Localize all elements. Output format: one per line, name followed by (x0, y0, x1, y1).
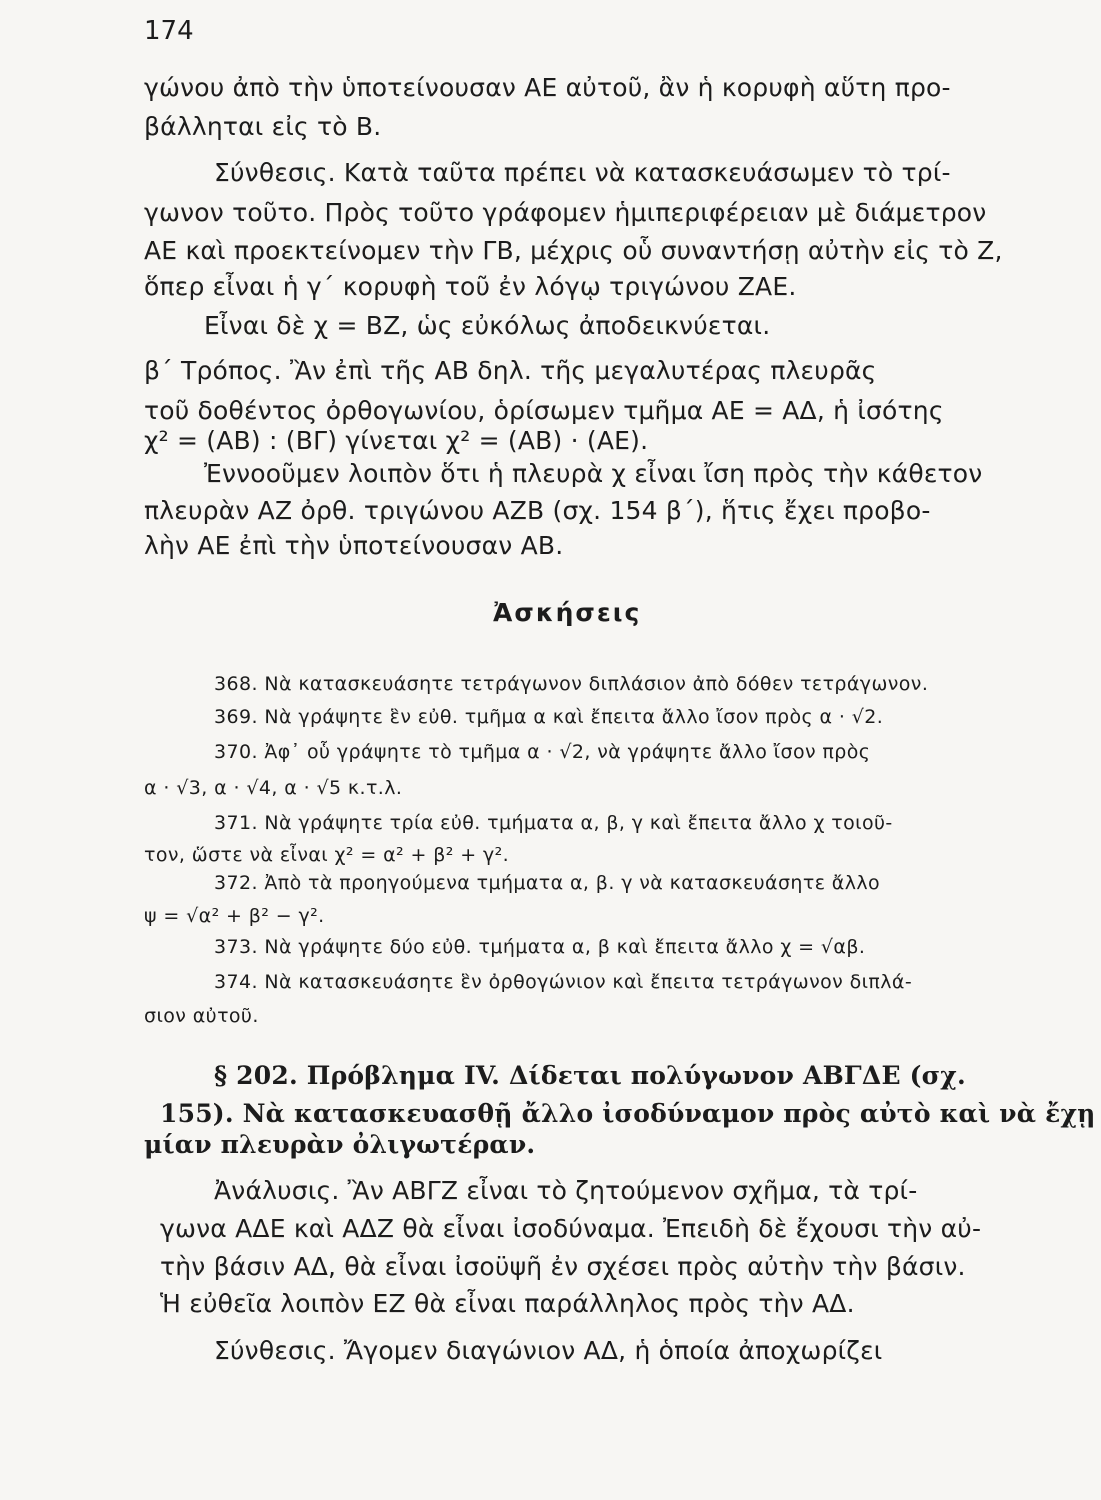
text-line: Ἐννοοῦμεν λοιπὸν ὅτι ἡ πλευρὰ χ εἶναι ἴση πρὸς τὴν κάθετον (204, 459, 983, 488)
exercise-368: 368. Νὰ κατασκευάσητε τετράγωνον διπλάσιον ἀπὸ δόθεν τετράγωνον. (214, 673, 929, 695)
exercise-369: 369. Νὰ γράψητε ἓν εὐθ. τμῆμα α καὶ ἔπειτα ἄλλο ἴσον πρὸς α · √2. (214, 706, 884, 728)
exercise-372-formula: ψ = √α² + β² − γ². (144, 905, 325, 927)
text-line: ὅπερ εἶναι ἡ γ΄ κορυφὴ τοῦ ἐν λόγῳ τριγώνου ΖΑΕ. (144, 272, 797, 301)
text-line: βάλληται εἰς τὸ Β. (144, 112, 382, 141)
text-line: ΑΕ καὶ προεκτείνομεν τὴν ΓΒ, μέχρις οὗ συναντήσῃ αὐτὴν εἰς τὸ Ζ, (144, 236, 1003, 265)
exercises-heading: Ἀσκήσεις (493, 598, 642, 627)
text-line: πλευρὰν ΑΖ ὀρθ. τριγώνου ΑΖΒ (σχ. 154 β΄), ἥτις ἔχει προβο- (144, 496, 931, 525)
exercise-371-cont: τον, ὥστε νὰ εἶναι χ² = α² + β² + γ². (144, 844, 510, 866)
exercise-372: 372. Ἀπὸ τὰ προηγούμενα τμήματα α, β. γ νὰ κατασκευάσητε ἄλλο (214, 872, 881, 894)
text-line: Σύνθεσις. Κατὰ ταῦτα πρέπει νὰ κατασκευάσωμεν τὸ τρί- (214, 158, 951, 187)
text-line: β΄ Τρόπος. Ἂν ἐπὶ τῆς ΑΒ δηλ. τῆς μεγαλυτέρας πλευρᾶς (144, 356, 877, 385)
page-number: 174 (144, 16, 194, 46)
exercise-374: 374. Νὰ κατασκευάσητε ἓν ὀρθογώνιον καὶ ἔπειτα τετράγωνον διπλά- (214, 971, 913, 993)
exercise-373: 373. Νὰ γράψητε δύο εὐθ. τμήματα α, β καὶ ἔπειτα ἄλλο χ = √αβ. (214, 936, 866, 958)
exercise-374-cont: σιον αὐτοῦ. (144, 1005, 259, 1027)
text-line: τὴν βάσιν ΑΔ, θὰ εἶναι ἰσοϋψῆ ἐν σχέσει πρὸς αὐτὴν τὴν βάσιν. (160, 1252, 966, 1281)
text-line: τοῦ δοθέντος ὀρθογωνίου, ὁρίσωμεν τμῆμα ΑΕ = ΑΔ, ἡ ἰσότης (144, 396, 944, 425)
formula-line: χ² = (ΑΒ) : (ΒΓ) γίνεται χ² = (ΑΒ) · (ΑΕ). (144, 426, 649, 455)
exercise-370: 370. Ἀφ᾿ οὗ γράψητε τὸ τμῆμα α · √2, νὰ γράψητε ἄλλο ἴσον πρὸς (214, 741, 871, 763)
text-line: λὴν ΑΕ ἐπὶ τὴν ὑποτείνουσαν ΑΒ. (144, 531, 564, 560)
text-line: γωνον τοῦτο. Πρὸς τοῦτο γράφομεν ἡμιπεριφέρειαν μὲ διάμετρον (144, 198, 987, 227)
section-202-title: § 202. Πρόβλημα IV. Δίδεται πολύγωνον ΑΒΓΔΕ (σχ. (214, 1061, 966, 1090)
exercise-370-cont: α · √3, α · √4, α · √5 κ.τ.λ. (144, 777, 403, 799)
exercise-371: 371. Νὰ γράψητε τρία εὐθ. τμήματα α, β, γ καὶ ἔπειτα ἄλλο χ τοιοῦ- (214, 812, 893, 834)
text-line: Σύνθεσις. Ἄγομεν διαγώνιον ΑΔ, ἡ ὁποία ἀποχωρίζει (214, 1336, 883, 1365)
text-line: Εἶναι δὲ χ = ΒΖ, ὡς εὐκόλως ἀποδεικνύεται. (204, 311, 771, 340)
text-line: γωνα ΑΔΕ καὶ ΑΔΖ θὰ εἶναι ἰσοδύναμα. Ἐπειδὴ δὲ ἔχουσι τὴν αὐ- (160, 1214, 982, 1243)
text-line: Ἀνάλυσις. Ἂν ΑΒΓΖ εἶναι τὸ ζητούμενον σχῆμα, τὰ τρί- (214, 1176, 918, 1205)
section-202-title-cont: 155). Νὰ κατασκευασθῇ ἄλλο ἰσοδύναμον πρὸς αὐτὸ καὶ νὰ ἔχῃ (160, 1099, 1096, 1128)
text-line: Ἡ εὐθεῖα λοιπὸν ΕΖ θὰ εἶναι παράλληλος πρὸς τὴν ΑΔ. (160, 1289, 855, 1318)
text-line: γώνου ἀπὸ τὴν ὑποτείνουσαν ΑΕ αὐτοῦ, ἂν ἡ κορυφὴ αὕτη προ- (144, 73, 951, 102)
section-202-title-cont: μίαν πλευρὰν ὀλιγωτέραν. (144, 1130, 536, 1159)
